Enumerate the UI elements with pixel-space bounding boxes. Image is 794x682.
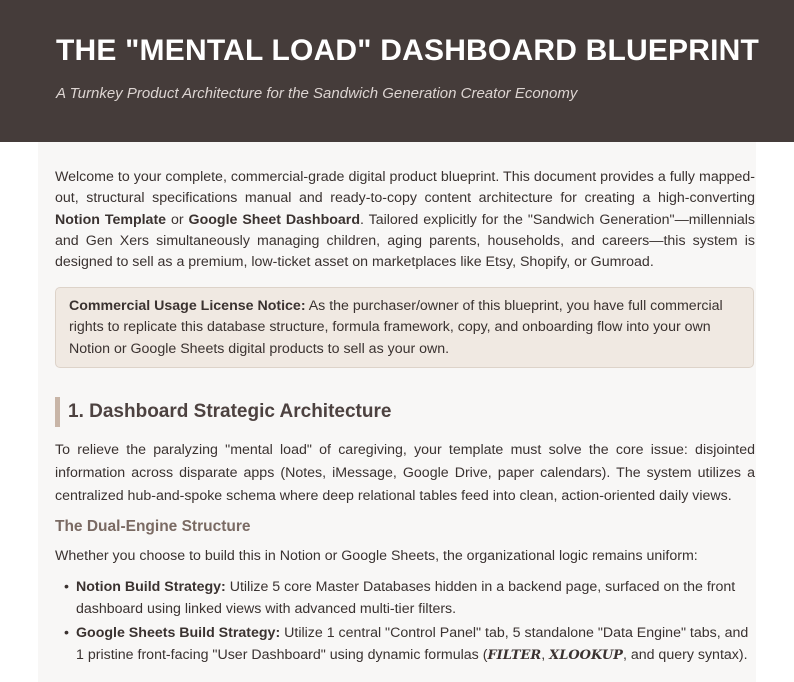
subsection-paragraph: Whether you choose to build this in Notion or Google Sheets, the organizational logic remains uniform: [55,548,698,564]
license-notice-text: As the purchaser/owner of this blueprint, you have full commercial rights to replicate this database structure, formula framework, copy, and onboarding flow into your own Notion or Google Sheets digital products to sell as your own. [69,298,723,357]
intro-text-3: . Tailored explicitly for the "Sandwich Generation"—millennials and Gen Xers simultaneously managing children, aging parents, households, and careers—this system is designed to sell as a premium, low-ticket asset on marketplaces like Etsy, Shopify, or Gumroad. [55,211,755,271]
formula-xlookup: XLOOKUP [549,647,623,663]
page-title: THE "MENTAL LOAD" DASHBOARD BLUEPRINT [56,34,760,67]
strategy-list [55,577,755,669]
list-item-label: Notion Build Strategy: [76,579,226,595]
document-body [38,142,756,682]
intro-bold-notion: Notion Template [55,211,167,228]
formula-filter: FILTER [487,647,542,663]
page-subtitle: A Turnkey Product Architecture for the Sandwich Generation Creator Economy [56,85,578,102]
list-item-label: Google Sheets Build Strategy: [76,625,281,641]
license-notice-box [55,287,754,368]
intro-bold-sheets: Google Sheet Dashboard [188,211,360,228]
list-item-text-end: , and query syntax). [622,646,748,663]
intro-text-1: Welcome to your complete, commercial-grade digital product blueprint. This document provides a fully mapped-out, structural specifications manual and ready-to-copy content architecture for creating a high-converting [55,169,755,207]
list-item-text: Utilize 5 core Master Databases hidden in a backend page, surfaced on the front dashboard using linked views with advanced multi-tier filters. [76,579,736,617]
license-notice-label: Commercial Usage License Notice: [69,298,306,314]
intro-text-2: or [166,211,189,228]
list-item-separator: , [541,646,550,663]
bullet-icon: • [64,579,69,595]
header-banner [0,0,794,142]
bullet-icon: • [64,625,69,641]
list-item-text: Utilize 1 central "Control Panel" tab, 5 standalone "Data Engine" tabs, and 1 pristine front-facing "User Dashboard" using dynamic formulas ( [76,625,749,663]
section-paragraph: To relieve the paralyzing "mental load" of caregiving, your template must solve the core issue: disjointed information across disparate apps (Notes, iMessage, Google Drive, paper calendars). The system utilizes a centralized hub-and-spoke schema where deep relational tables feed into clean, action-oriented daily views. [55,442,755,504]
list-item [55,577,755,620]
subsection-heading: The Dual-Engine Structure [55,518,251,535]
section-heading: 1. Dashboard Strategic Architecture [55,397,391,427]
list-item [55,623,755,666]
intro-paragraph [55,167,755,273]
